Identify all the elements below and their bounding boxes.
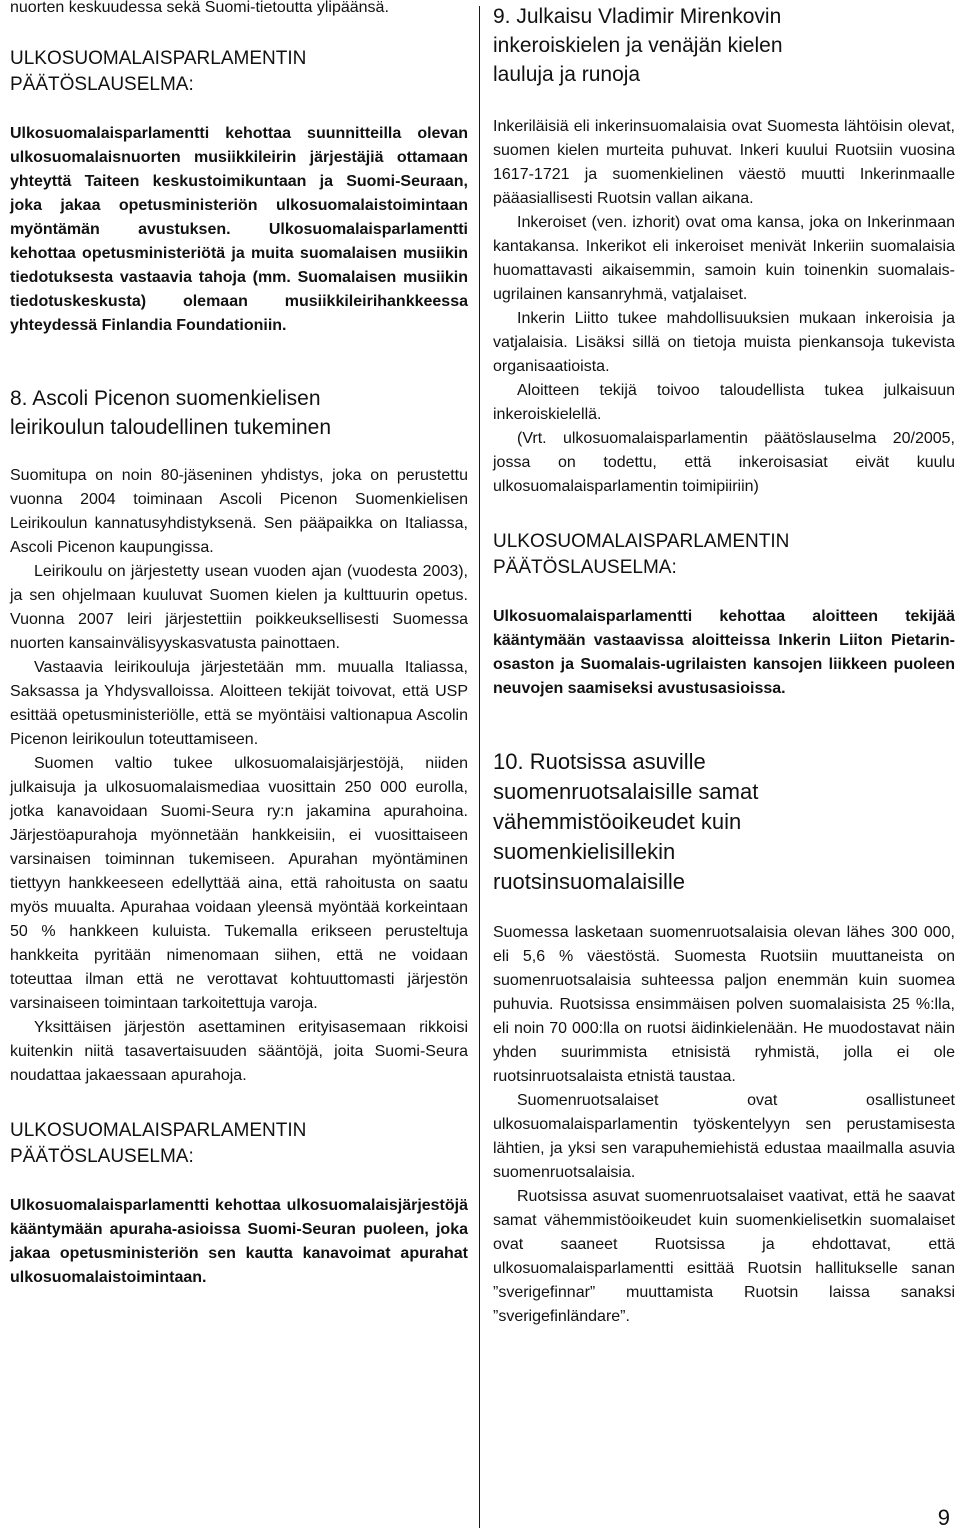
section-8-heading xyxy=(10,384,468,442)
section-9-paragraph: Inkerin Liitto tukee mahdollisuuksien mukaan inkeroisia ja vatjalaisia. Lisäksi sillä on tietoja muista pienkansoja tukevista organisaatioista. xyxy=(493,310,955,375)
resolution-body: Ulkosuomalaisparlamentti kehottaa ulkosuomalaisjärjestöjä kääntymään apuraha-asioissa Suomi-Seuran puoleen, joka jakaa opetusministeriön sen kautta kanavoimat apurahat ulkosuomalaistoimintaan. xyxy=(10,1197,468,1286)
resolution-heading-line1: ULKOSUOMALAISPARLAMENTIN xyxy=(10,48,307,69)
section-10-heading-line5: ruotsinsuomalaisille xyxy=(493,869,685,894)
section-8-paragraph: Yksittäisen järjestön asettaminen erityisasemaan rikkoisi kuitenkin niitä tasavertaisuuden sääntöjä, joita Suomi-Seura noudattaa jakaessaan apurahoja. xyxy=(10,1019,468,1084)
resolution-body: Ulkosuomalaisparlamentti kehottaa suunnitteilla olevan ulkosuomalaisnuorten musiikkileirin järjestäjiä ottamaan yhteyttä Taiteen keskustoimikuntaan ja Suomi-Seuraan, joka jakaa opetusministeriön ulkosuomalaistoimintaan myöntämän avustuksen. Ulkosuomalaisparlamentti kehottaa opetusministeriötä ja muita suomalaisen musiikin tiedotuksesta vastaavia tahoja (mm. Suomalaisen musiikin tiedotuskeskusta) olemaan musiikkileirihankkeessa yhteydessä Finlandia Foundationiin. xyxy=(10,125,468,334)
section-10-heading-line4: suomenkielisillekin xyxy=(493,839,676,864)
resolution-heading xyxy=(10,1118,468,1170)
intro-text: nuorten keskuudessa sekä Suomi-tietoutta ylipäänsä. xyxy=(10,0,389,16)
left-column xyxy=(10,0,468,1290)
resolution-body: Ulkosuomalaisparlamentti kehottaa aloitteen tekijää kääntymään vastaavissa aloitteissa Inkerin Liiton Pietarin-osaston ja Suomalais-ugrilaisten kansojen liikkeen puoleen neuvojen saamiseksi avustusasioissa. xyxy=(493,608,955,697)
resolution-heading-line2: PÄÄTÖSLAUSELMA: xyxy=(10,74,194,95)
column-divider xyxy=(479,6,480,1528)
section-10-heading xyxy=(493,747,955,897)
section-9-paragraph: Aloitteen tekijä toivoo taloudellista tukea julkaisuun inkeroiskielellä. xyxy=(493,382,955,423)
section-8-paragraph: Vastaavia leirikouluja järjestetään mm. muualla Italiassa, Saksassa ja Yhdysvalloissa. Aloitteen tekijät toivovat, että USP esittää opetusministeriölle, että se myöntäisi valtionapua Ascolin Picenon leirikoulun toteuttamiseen. xyxy=(10,659,468,748)
section-9-paragraph: Inkeriläisiä eli inkerinsuomalaisia ovat Suomesta lähtöisin olevat, suomen kielen murteita puhuvat. Inkeri kuului Ruotsiin vuosina 1617-1721 ja suomenkielinen väestö muutti Inkerinmaalle pääasiallisesti Ruotsin vallan aikana. xyxy=(493,118,955,207)
section-9-heading-line1: 9. Julkaisu Vladimir Mirenkovin xyxy=(493,5,782,28)
page-number: 9 xyxy=(937,1505,950,1530)
right-column xyxy=(493,0,955,1329)
resolution-heading-line1: ULKOSUOMALAISPARLAMENTIN xyxy=(10,1120,307,1141)
section-9-heading-line2: inkeroiskielen ja venäjän kielen xyxy=(493,34,783,57)
section-8-heading-line1: 8. Ascoli Picenon suomenkielisen xyxy=(10,387,321,410)
resolution-heading xyxy=(493,529,955,581)
resolution-heading-line2: PÄÄTÖSLAUSELMA: xyxy=(493,557,677,578)
section-9-paragraph: (Vrt. ulkosuomalaisparlamentin päätöslauselma 20/2005, jossa on todettu, että inkeroisasiat eivät kuulu ulkosuomalaisparlamentin toimipiiriin) xyxy=(493,430,955,495)
resolution-heading-line1: ULKOSUOMALAISPARLAMENTIN xyxy=(493,531,790,552)
section-10-paragraph: Suomessa lasketaan suomenruotsalaisia olevan lähes 300 000, eli 5,6 % väestöstä. Suomesta Ruotsiin muuttaneista on suomenruotsalaisia suhteessa paljon enemmän kuin suomea puhuvia. Ruotsissa ensimmäisen polven suomalaisista 25 %:lla, eli noin 70 000:lla on ruotsi äidinkielenään. He muodostavat näin yhden suurimmista etnisistä ryhmistä, jolla ei ole ruotsinruotsalaista etnistä taustaa. xyxy=(493,924,955,1085)
section-8-heading-line2: leirikoulun taloudellinen tukeminen xyxy=(10,416,332,439)
section-8-paragraph: Suomen valtio tukee ulkosuomalaisjärjestöjä, niiden julkaisuja ja ulkosuomalaismediaa vuosittain 250 000 eurolla, jotka kanavoidaan Suomi-Seura ry:n jakamina apurahoina. Järjestöapurahoja myönnetään hankkeisiin, ei vuosittaiseen varsinaisen toiminnan tukemiseen. Apurahan myöntäminen tiettyyn hankkeeseen edellyttää aina, että rahoitusta on saatu myös muualta. Apurahaa voidaan yleensä myöntää korkeintaan 50 % hankkeen kuluista. Tukemalla erikseen perusteltuja hankkeita pyritään nimenomaan siihen, että ne voidaan toteuttaa ilman että ne verottavat kohtuuttomasti järjestön varsinaiseen toimintaan tarkoitettuja varoja. xyxy=(10,755,468,1012)
section-9-heading-line3: lauluja ja runoja xyxy=(493,63,641,86)
section-8-paragraph: Leirikoulu on järjestetty usean vuoden ajan (vuodesta 2003), ja sen ohjelmaan kuuluvat Suomen kielen ja kulttuurin opetus. Vuonna 2007 leiri järjestettiin poikkeuksellisesti Suomessa nuorten kansainvälisyyskasvatusta painottaen. xyxy=(10,563,468,652)
section-10-paragraph: Suomenruotsalaiset ovat osallistuneet ulkosuomalaisparlamentin työskentelyyn sen perustamisesta lähtien, ja yksi sen varapuhemiehistä edustaa maailmalla asuvia suomenruotsalaisia. xyxy=(493,1092,955,1181)
resolution-heading xyxy=(10,46,468,98)
section-8-paragraph: Suomitupa on noin 80-jäseninen yhdistys, joka on perustettu vuonna 2004 toiminaan Ascoli Picenon Suomenkielisen Leirikoulun kannatusyhdistyksenä. Sen pääpaikka on Italiassa, Ascoli Picenon kaupungissa. xyxy=(10,467,468,556)
section-10-paragraph: Ruotsissa asuvat suomenruotsalaiset vaativat, että he saavat samat vähemmistöoikeudet kuin suomenkielisetkin suomalaiset ovat saaneet Ruotsissa ja ehdottavat, että ulkosuomalaisparlamentti esittää Ruotsin hallitukselle sanan ”sverigefinnar” muuttamista Ruotsin laissa sanaksi ”sverigefinländare”. xyxy=(493,1188,955,1325)
resolution-heading-line2: PÄÄTÖSLAUSELMA: xyxy=(10,1146,194,1167)
section-9-heading xyxy=(493,2,955,89)
section-10-heading-line2: suomenruotsalaisille samat xyxy=(493,779,759,804)
section-10-heading-line3: vähemmistöoikeudet kuin xyxy=(493,809,742,834)
section-9-paragraph: Inkeroiset (ven. izhorit) ovat oma kansa, joka on Inkerinmaan kantakansa. Inkerikot eli inkeroiset menivät Inkeriin suomalaisia huomattavasti aikaisemmin, samoin kuin toinenkin suomalais-ugrilainen kansanryhmä, vatjalaiset. xyxy=(493,214,955,303)
section-10-heading-line1: 10. Ruotsissa asuville xyxy=(493,749,706,774)
